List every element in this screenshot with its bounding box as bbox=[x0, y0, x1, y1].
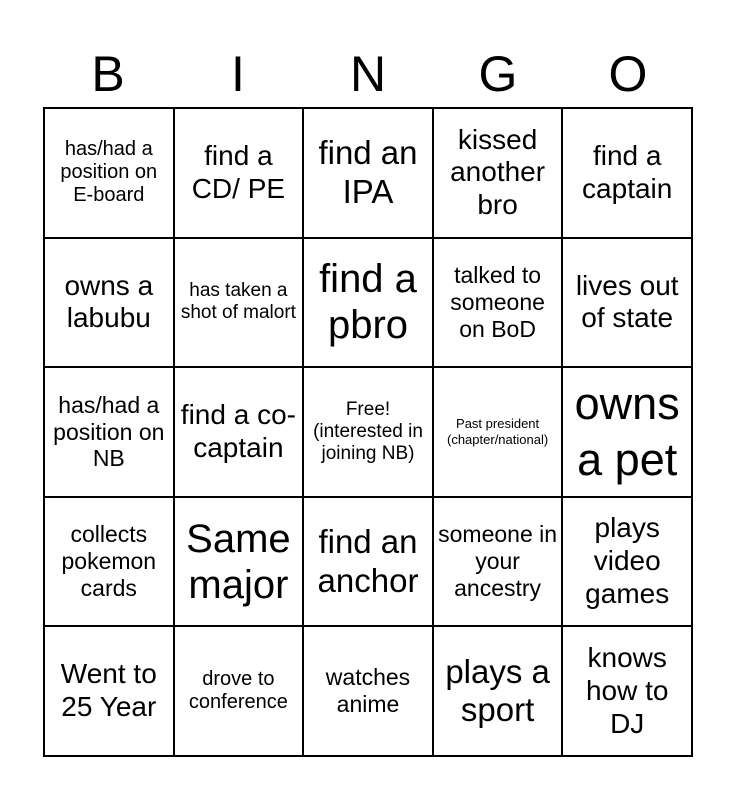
header-letter-o: O bbox=[608, 46, 648, 102]
bingo-cell: kissed another bro bbox=[433, 108, 563, 238]
bingo-cell: Past president (chapter/national) bbox=[433, 367, 563, 497]
bingo-cell: Went to 25 Year bbox=[44, 626, 174, 756]
bingo-cell: find a pbro bbox=[303, 238, 433, 368]
bingo-cell: lives out of state bbox=[562, 238, 692, 368]
bingo-cell: has/had a position on E-board bbox=[44, 108, 174, 238]
bingo-cell: talked to someone on BoD bbox=[433, 238, 563, 368]
bingo-header bbox=[43, 40, 693, 108]
bingo-cell: drove to conference bbox=[174, 626, 304, 756]
bingo-cell: knows how to DJ bbox=[562, 626, 692, 756]
header-letter-n: N bbox=[349, 46, 387, 102]
bingo-cell: find a CD/ PE bbox=[174, 108, 304, 238]
bingo-cell: owns a pet bbox=[562, 367, 692, 497]
free-space-cell: Free! (interested in joining NB) bbox=[303, 367, 433, 497]
bingo-cell: plays a sport bbox=[433, 626, 563, 756]
header-letter-i: I bbox=[231, 46, 245, 102]
bingo-cell: has taken a shot of malort bbox=[174, 238, 304, 368]
bingo-cell: collects pokemon cards bbox=[44, 497, 174, 627]
bingo-cell: plays video games bbox=[562, 497, 692, 627]
bingo-cell: Same major bbox=[174, 497, 304, 627]
bingo-cell: has/had a position on NB bbox=[44, 367, 174, 497]
bingo-cell: find an IPA bbox=[303, 108, 433, 238]
header-letter-g: G bbox=[478, 46, 518, 102]
bingo-board bbox=[43, 107, 693, 757]
bingo-cell: find an anchor bbox=[303, 497, 433, 627]
bingo-cell: owns a labubu bbox=[44, 238, 174, 368]
bingo-cell: someone in your ancestry bbox=[433, 497, 563, 627]
bingo-cell: watches anime bbox=[303, 626, 433, 756]
bingo-cell: find a co-captain bbox=[174, 367, 304, 497]
bingo-cell: find a captain bbox=[562, 108, 692, 238]
header-letter-b: B bbox=[91, 46, 125, 102]
